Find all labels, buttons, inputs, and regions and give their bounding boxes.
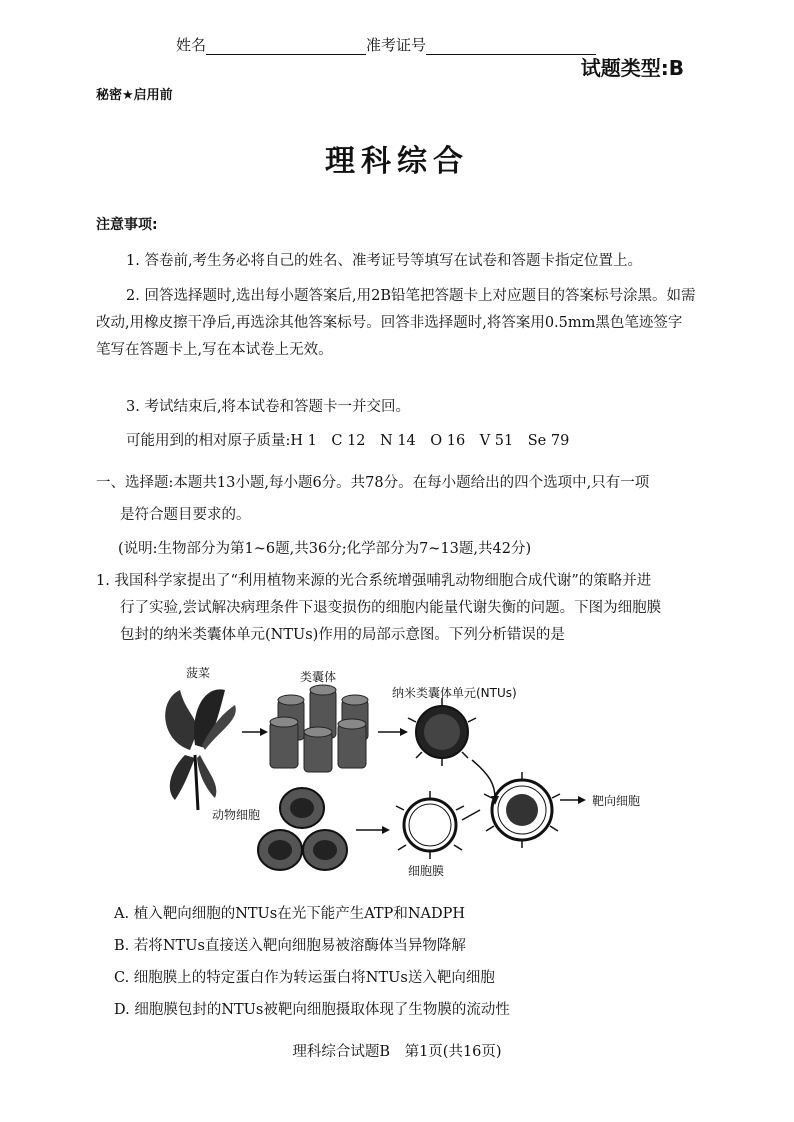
label-membrane: 细胞膜: [408, 864, 445, 878]
name-label: 姓名: [176, 36, 207, 54]
atomic-mass-list: 可能用到的相对原子质量:H 1 C 12 N 14 O 16 V 51 Se 79: [126, 433, 570, 449]
option-b: B. 若将NTUs直接送入靶向细胞易被溶酶体当异物降解: [114, 938, 466, 954]
section-heading-line-2: 是符合题目要求的。: [120, 507, 251, 523]
page-title: 理科综合: [325, 144, 469, 179]
label-spinach: 菠菜: [186, 666, 211, 680]
name-blank: [206, 40, 366, 55]
arrow-icon: [242, 728, 268, 736]
candidate-info-row: [176, 34, 596, 55]
section-heading-line-1: 一、选择题:本题共13小题,每小题6分。共78分。在每小题给出的四个选项中,只有一项: [96, 475, 650, 491]
membrane-vesicle: [396, 791, 464, 859]
thylakoid-stacks: [270, 685, 368, 772]
option-a: A. 植入靶向细胞的NTUs在光下能产生ATP和NADPH: [114, 906, 466, 922]
notice-item-2: 2. 回答选择题时,选出每小题答案后,用2B铅笔把答题卡上对应题目的答案标号涂黑。如需改动,用橡皮擦干净后,再选涂其他答案标号。回答非选择题时,将答案用0.5mm黑色笔迹签字笔写在答题卡上,写在本试卷上无效。: [96, 288, 696, 358]
ntu-particle: [408, 698, 476, 766]
arrow-icon: [378, 728, 408, 736]
label-target-cell: 靶向细胞: [592, 794, 641, 808]
option-d: D. 细胞膜包封的NTUs被靶向细胞摄取体现了生物膜的流动性: [114, 1002, 510, 1018]
label-ntus: 纳米类囊体单元(NTUs): [392, 686, 517, 700]
notice-heading: 注意事项:: [96, 217, 158, 233]
question-1-stem: [96, 568, 706, 649]
section-note: (说明:生物部分为第1~6题,共36分;化学部分为7~13题,共42分): [118, 541, 532, 557]
animal-cells: [258, 788, 347, 870]
paper-type: 试题类型:B: [580, 56, 684, 80]
label-thylakoid: 类囊体: [300, 670, 337, 684]
label-animal-cell: 动物细胞: [212, 808, 261, 822]
secret-label: 秘密★启用前: [96, 88, 173, 103]
membrane-coated-ntu: [484, 772, 560, 848]
question-1-line-2: 行了实验,尝试解决病理条件下退变损伤的细胞内能量代谢失衡的问题。下图为细胞膜: [120, 600, 662, 616]
spinach-illustration: [165, 689, 236, 810]
option-c: C. 细胞膜上的特定蛋白作为转运蛋白将NTUs送入靶向细胞: [114, 970, 495, 986]
notice-item-1: 1. 答卷前,考生务必将自己的姓名、准考证号等填写在试卷和答题卡指定位置上。: [126, 253, 643, 269]
arrow-icon: [462, 810, 480, 820]
notice-item-3: 3. 考试结束后,将本试卷和答题卡一并交回。: [126, 399, 411, 415]
exam-number-label: 准考证号: [366, 36, 427, 54]
page-footer: 理科综合试题B 第1页(共16页): [292, 1044, 502, 1060]
arrow-icon: [560, 796, 586, 804]
question-1-line-3: 包封的纳米类囊体单元(NTUs)作用的局部示意图。下列分析错误的是: [120, 627, 565, 643]
question-1-line-1: 1. 我国科学家提出了“利用植物来源的光合系统增强哺乳动物细胞合成代谢”的策略并进: [96, 573, 652, 589]
exam-number-blank: [426, 40, 596, 55]
arrow-icon: [356, 826, 390, 834]
